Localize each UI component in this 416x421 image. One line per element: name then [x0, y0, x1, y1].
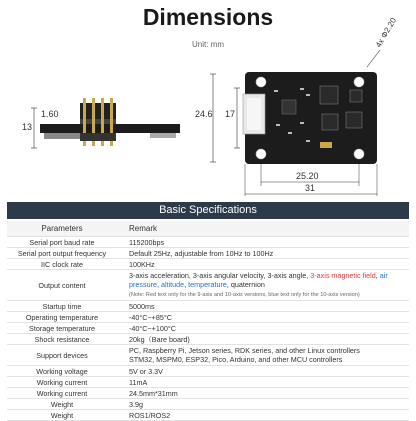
table-row: Weight ROS1/ROS2	[7, 410, 409, 421]
unit-label: Unit: mm	[192, 40, 224, 49]
output-note: (Note: Red text only for the 9-axis and 10-axis versions, blue text only for the 10-axis version)	[129, 291, 360, 298]
table-row: Support devices PC, Raspberry Pi, Jetson series, RDK series, and other Linux controllers STM32, MSPM0, ESP32, Pico, Arduino, and other MCU controllers	[7, 345, 409, 366]
table-row: Working voltage 5V or 3.3V	[7, 366, 409, 377]
side-height-label: 13	[22, 122, 33, 132]
header-remark: Remark	[117, 221, 409, 237]
spec-section-title: Basic Specifications	[7, 202, 409, 219]
table-row: IIC clock rate 100KHz	[7, 259, 409, 270]
board-width-label: 31	[305, 183, 316, 193]
table-row: Storage temperature -40°C~+100°C	[7, 323, 409, 334]
hole-spacing-label: 25.20	[296, 171, 319, 181]
table-header-row	[7, 221, 409, 237]
top-view	[195, 16, 398, 196]
table-row: Weight 3.9g	[7, 399, 409, 410]
inner-height-label: 17	[225, 109, 236, 119]
pin-offset-label: 1.60	[41, 109, 59, 119]
table-row: Startup time 5000ms	[7, 301, 409, 312]
table-row: Operating temperature -40°C~+85°C	[7, 312, 409, 323]
table-row: Working current 11mA	[7, 377, 409, 388]
table-row: Serial port baud rate 115200bps	[7, 237, 409, 248]
table-row: Serial port output frequency Default 25Hz, adjustable from 10Hz to 100Hz	[7, 248, 409, 259]
header-param: Parameters	[7, 221, 117, 237]
table-row: Working current 24.5mm*31mm	[7, 388, 409, 399]
spec-table	[7, 221, 409, 421]
board-height-label: 24.6	[195, 109, 213, 119]
table-row: Output content 3-axis acceleration, 3-axis angular velocity, 3-axis angle, 3-axis magnetic field, air pressure, altitude, temperature, quaternion (Note: Red text only for the 9-axis and 10-axis versions, blue text only for the 10-axis version)	[7, 270, 409, 301]
table-row: Shock resistance 20kg（Bare board)	[7, 334, 409, 345]
holes-label: 4x Φ2.20	[373, 16, 399, 49]
page-title: Dimensions	[142, 4, 274, 30]
dimension-drawing	[0, 0, 416, 200]
side-view	[22, 98, 180, 148]
